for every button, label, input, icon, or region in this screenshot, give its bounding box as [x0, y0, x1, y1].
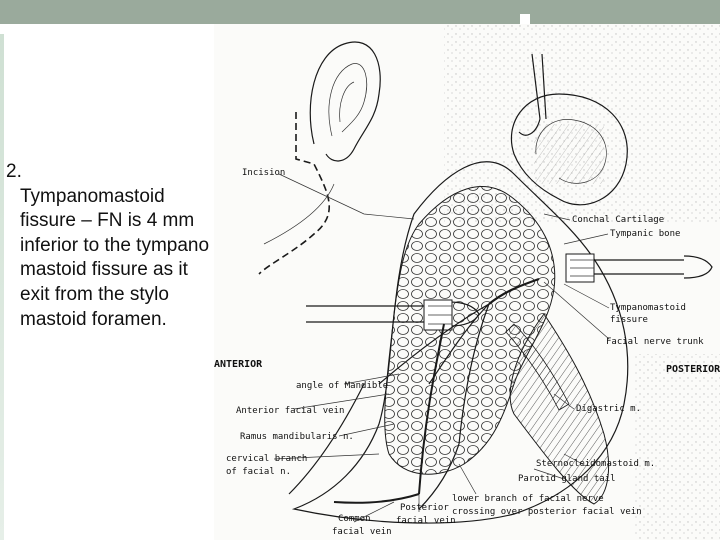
- label-fissure: fissure: [610, 315, 648, 325]
- bullet-number: 2.: [6, 161, 22, 182]
- label-angle-of-mandible: angle of Mandible: [296, 381, 389, 391]
- skin-stipple-lower: [634, 354, 720, 540]
- label-incision: Incision: [242, 168, 286, 178]
- bullet-body-text: Tympanomastoid fissure – FN is 4 mm inferior to the tympano mastoid fissure as it exit from the stylo mastoid foramen.: [20, 185, 210, 330]
- label-ramus-mandibularis: Ramus mandibularis n.: [240, 432, 354, 442]
- bullet-point: [6, 160, 212, 332]
- dissection-illustration: [214, 24, 720, 540]
- label-anterior-facial-vein: Anterior facial vein: [236, 406, 345, 416]
- label-cervical-branch: cervical branch: [226, 454, 308, 464]
- label-common-facial-vein: facial vein: [332, 527, 392, 537]
- ear-inner-helix: [329, 64, 367, 136]
- label-posterior: POSTERIOR: [666, 364, 720, 375]
- label-lower-branch: lower branch of facial nerve: [452, 494, 604, 504]
- label-facial-nerve-trunk: Facial nerve trunk: [606, 337, 704, 347]
- label-facial-vein: facial vein: [396, 516, 456, 526]
- ear-outline: [310, 42, 380, 161]
- label-digastric: Digastric m.: [576, 404, 642, 414]
- parotid-dissection-figure: [214, 24, 720, 540]
- label-posterior-facial: Posterior: [400, 503, 449, 513]
- label-sternocleidomastoid: Sternocleidomastoid m.: [536, 459, 656, 469]
- retracted-ear-hatch: [534, 124, 604, 184]
- label-parotid-gland-tail: Parotid gland tail: [518, 474, 616, 484]
- cheek-contour: [264, 184, 334, 244]
- ear-antihelix: [340, 82, 354, 122]
- label-anterior: ANTERIOR: [214, 359, 263, 370]
- slide-left-border: [0, 34, 4, 540]
- label-conchal-cartilage: Conchal Cartilage: [572, 215, 665, 225]
- header-accent-square: [520, 14, 530, 24]
- label-of-facial-n: of facial n.: [226, 467, 292, 477]
- slide-header-bar: [0, 0, 720, 24]
- label-tympanic-bone: Tympanic bone: [610, 229, 681, 239]
- common-facial-vein: [334, 494, 419, 503]
- label-crossing-over: crossing over posterior facial vein: [452, 507, 642, 517]
- retractor-right: [566, 254, 712, 282]
- label-tympanomastoid: Tympanomastoid: [610, 303, 686, 313]
- label-common: Common: [338, 514, 371, 524]
